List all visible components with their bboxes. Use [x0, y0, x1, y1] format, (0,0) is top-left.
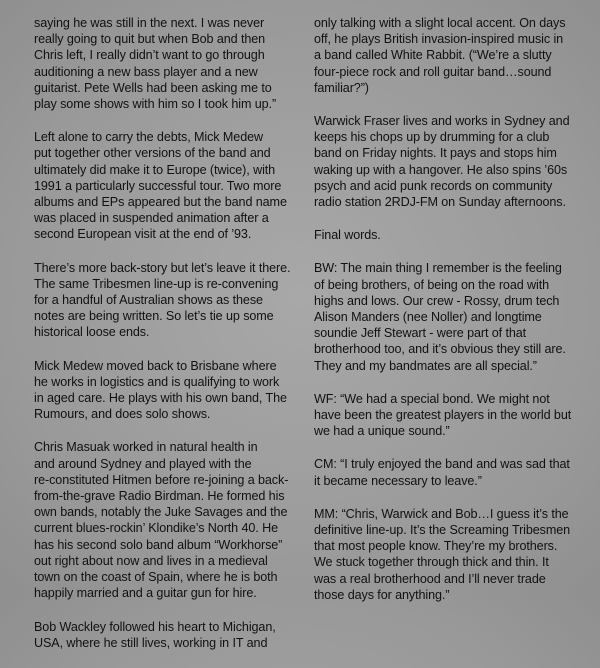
- paragraph: Left alone to carry the debts, Mick Medew put together other versions of the band and ultimately did make it to Europe (twice), with 1991 a particularly successful tour. Two more albums and EPs appeared but the band name was placed in suspended animation after a second European visit at the end of ’93.: [34, 130, 287, 242]
- paragraph: Chris Masuak worked in natural health in and around Sydney and played with the re-constituted Hitmen before re-joining a back- from-the-grave Radio Birdman. He formed his own bands, notably the Juke Savages and the current blues-rockin’ Klondike’s North 40. He has his second solo band album “Workhorse” out right about now and lives in a medieval town on the coast of Spain, where he is both happily married and a guitar gun for hire.: [34, 440, 289, 601]
- paragraph: Mick Medew moved back to Brisbane where he works in logistics and is qualifying to work in aged care. He plays with his own band, The Rumours, and does solo shows.: [34, 358, 287, 422]
- paragraph: only talking with a slight local accent. On days off, he plays British invasion-inspired music in a band called White Rabbit. (“We’re a slutty four-piece rock and roll guitar band…sound familiar?”): [314, 16, 566, 95]
- paragraph: Final words.: [314, 228, 381, 243]
- paragraph: saying he was still in the next. I was never really going to quit but when Bob and then Chris left, I really didn’t want to go through auditioning a new bass player and a new guitarist. Pete Wells had been asking me to play some shows with him so I took him up.”: [34, 16, 277, 112]
- paragraph: Warwick Fraser lives and works in Sydney and keeps his chops up by drumming for a club band on Friday nights. It pays and stops him waking up with a hangover. He also spins ’60s psych and acid punk records on community radio station 2RDJ-FM on Sunday afternoons.: [314, 114, 570, 210]
- paragraph: Bob Wackley followed his heart to Michigan, USA, where he still lives, working in IT and: [34, 619, 276, 650]
- left-column: [34, 2, 306, 668]
- paragraph: BW: The main thing I remember is the feeling of being brothers, of being on the road with highs and lows. Our crew - Rossy, drum tech Alison Manders (nee Noller) and longtime soundie Jeff Stewart - were part of that brotherhood too, and it’s obvious they still are. They and my bandmates are all special.”: [314, 261, 566, 373]
- paragraph: There’s more back-story but let’s leave it there. The same Tribesmen line-up is re-convening for a handful of Australian shows as these notes are being written. So let’s tie up some historical loose ends.: [34, 260, 291, 340]
- right-column: [314, 2, 592, 620]
- paragraph: MM: “Chris, Warwick and Bob…I guess it’s the definitive line-up. It’s the Screaming Tribesmen that most people know. They’re my brothers. We stuck together through thick and thin. It was a real brotherhood and I’ll never trade those days for anything.”: [314, 506, 571, 602]
- paragraph: WF: “We had a special bond. We might not have been the greatest players in the world but we had a unique sound.”: [314, 391, 572, 439]
- paragraph: CM: “I truly enjoyed the band and was sad that it became necessary to leave.”: [314, 457, 570, 488]
